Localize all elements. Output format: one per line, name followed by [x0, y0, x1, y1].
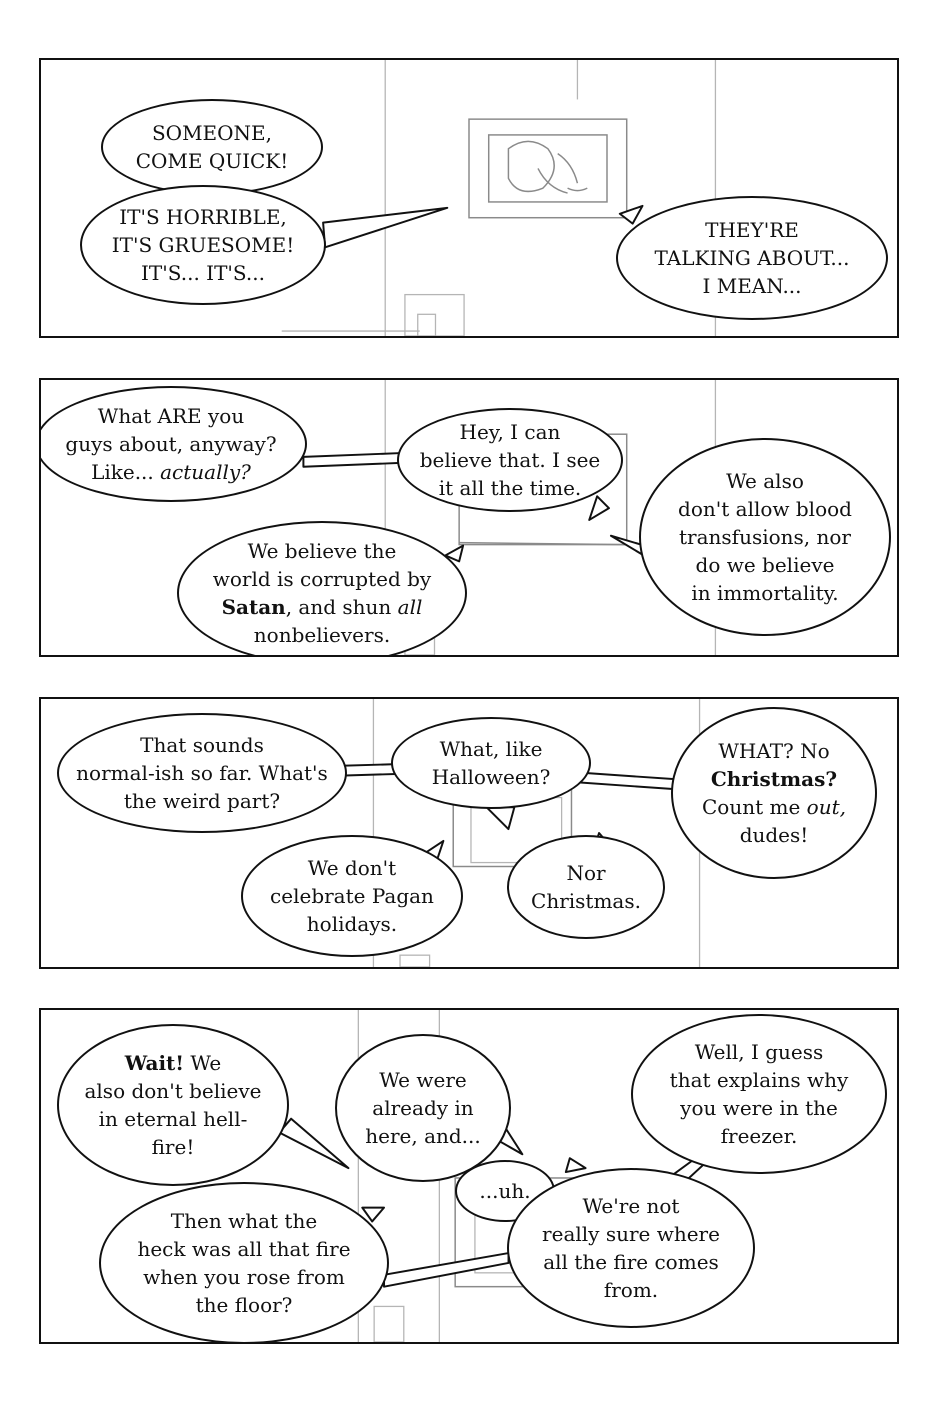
- speech-bubble-world-corrupted: [177, 521, 467, 657]
- speech-bubble-freezer: [631, 1014, 887, 1174]
- speech-bubble-no-christmas: [671, 707, 877, 879]
- bubble-line: when you rose from: [143, 1265, 345, 1289]
- bubble-line: also don't believe: [84, 1079, 262, 1103]
- bubble-line: I MEAN...: [702, 274, 802, 298]
- bold-word: Wait!: [124, 1051, 185, 1075]
- speech-bubble-halloween: [391, 717, 591, 809]
- bubble-line: , and shun: [285, 595, 398, 619]
- bubble-line: TALKING ABOUT...: [654, 246, 850, 270]
- bubble-line: SOMEONE,: [151, 121, 272, 145]
- bubble-line: all the fire comes: [543, 1250, 719, 1274]
- bubble-line: celebrate Pagan: [270, 884, 434, 908]
- italic-word: out,: [806, 795, 846, 819]
- bubble-line: heck was all that fire: [137, 1237, 351, 1261]
- bubble-line: Then what the: [170, 1209, 318, 1233]
- bubble-line: ...uh.: [479, 1179, 531, 1203]
- bubble-line: dudes!: [739, 823, 809, 847]
- bubble-line: COME QUICK!: [135, 149, 289, 173]
- bubble-line: We don't: [307, 856, 397, 880]
- speech-bubble-not-sure-fire: [507, 1168, 755, 1328]
- bubble-line: What ARE you: [97, 404, 245, 428]
- bubble-line: What, like: [439, 737, 543, 761]
- bubble-line: freezer.: [720, 1124, 798, 1148]
- bold-word: Christmas?: [710, 767, 838, 791]
- bubble-line: We: [184, 1051, 222, 1075]
- bubble-line: IT'S GRUESOME!: [111, 233, 295, 257]
- bubble-line: nonbelievers.: [253, 623, 391, 647]
- bubble-line: That sounds: [140, 733, 264, 757]
- bold-word: Satan: [221, 595, 286, 619]
- bubble-line: don't allow blood: [678, 497, 852, 521]
- speech-bubble-talking-about: [616, 196, 888, 320]
- bubble-line: Well, I guess: [694, 1040, 824, 1064]
- bubble-line: Halloween?: [431, 765, 551, 789]
- bubble-line: We believe the: [247, 539, 397, 563]
- comic-panel-4: [39, 1008, 899, 1344]
- speech-bubble-normal-ish: [57, 713, 347, 833]
- speech-bubble-pagan-holidays: [241, 835, 463, 957]
- comic-panel-3: [39, 697, 899, 969]
- bubble-line: Count me: [702, 795, 807, 819]
- speech-bubble-wait: [57, 1024, 289, 1186]
- bubble-line: in immortality.: [691, 581, 839, 605]
- bubble-line: already in: [372, 1096, 474, 1120]
- bubble-line: holidays.: [306, 912, 398, 936]
- bubble-line: normal-ish so far. What's: [76, 761, 328, 785]
- bubble-line: that explains why: [669, 1068, 849, 1092]
- speech-bubble-blood-transfusions: [639, 438, 891, 636]
- bubble-line: THEY'RE: [705, 218, 799, 242]
- comic-panel-1: [39, 58, 899, 338]
- bubble-line: in eternal hell-: [98, 1107, 248, 1131]
- speech-bubble-someone-come-quick: [101, 99, 323, 195]
- bubble-line: Nor: [566, 861, 606, 885]
- speech-bubble-then-what-the-heck: [99, 1182, 389, 1344]
- bubble-line: believe that. I see: [419, 448, 601, 472]
- bubble-line: IT'S HORRIBLE,: [119, 205, 287, 229]
- bubble-line: world is corrupted by: [212, 567, 432, 591]
- speech-bubble-believe-that: [397, 408, 623, 512]
- bubble-line: Like...: [91, 460, 161, 484]
- bubble-line: the weird part?: [123, 789, 281, 813]
- bubble-line: really sure where: [542, 1222, 720, 1246]
- bubble-line: We also: [726, 469, 804, 493]
- bubble-line: We were: [379, 1068, 467, 1092]
- bubble-line: do we believe: [695, 553, 835, 577]
- bubble-line: transfusions, nor: [679, 525, 851, 549]
- bubble-line: guys about, anyway?: [65, 432, 277, 456]
- bubble-line: We're not: [582, 1194, 680, 1218]
- bubble-line: fire!: [151, 1135, 195, 1159]
- bubble-line: Hey, I can: [459, 420, 561, 444]
- speech-bubble-horrible: [80, 185, 326, 305]
- bubble-line: from.: [603, 1278, 659, 1302]
- speech-bubble-nor-christmas: [507, 835, 665, 939]
- comic-panel-2: [39, 378, 899, 657]
- bubble-line: you were in the: [680, 1096, 838, 1120]
- bubble-line: the floor?: [195, 1293, 293, 1317]
- bubble-line: here, and...: [365, 1124, 481, 1148]
- bubble-line: WHAT? No: [718, 739, 830, 763]
- speech-bubble-what-are-you-about: [39, 386, 307, 502]
- bubble-line: IT'S... IT'S...: [141, 261, 265, 285]
- speech-bubble-already-in-here: [335, 1034, 511, 1182]
- italic-word: actually?: [160, 460, 251, 484]
- bubble-line: Christmas.: [531, 889, 641, 913]
- bubble-line: it all the time.: [438, 476, 582, 500]
- italic-word: all: [397, 595, 423, 619]
